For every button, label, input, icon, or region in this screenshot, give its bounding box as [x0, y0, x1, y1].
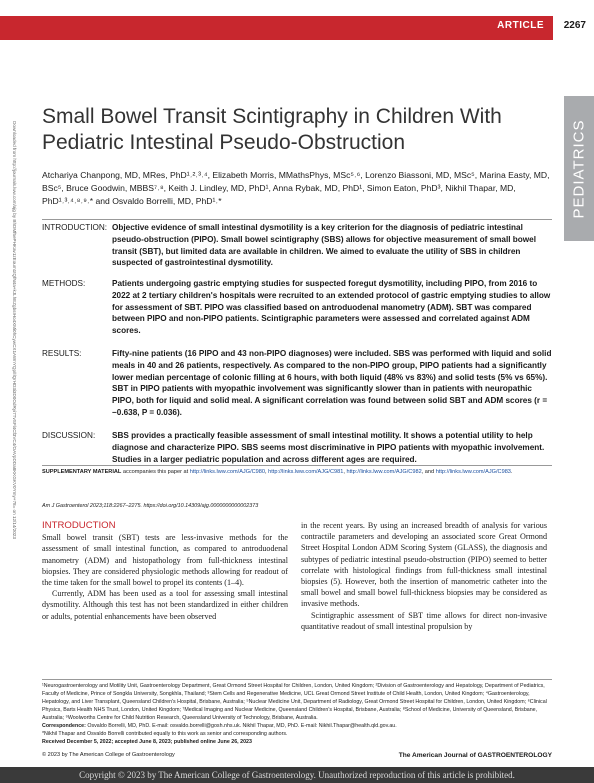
body-column-right: [301, 520, 547, 632]
supplementary-link[interactable]: http://links.lww.com/AJG/C981: [268, 469, 344, 475]
section-side-tab: [564, 96, 594, 241]
abstract-bottom-rule: [42, 465, 552, 466]
received-dates: Received December 5, 2022; accepted June 8, 2023; published online June 26, 2023: [42, 739, 252, 745]
abstract-label: METHODS:: [42, 279, 86, 288]
affiliations: ¹Neurogastroenterology and Motility Unit, Gastroenterology Department, Great Ormond Street Hospital for Children, London, United Kingdom; ²Division of Gastroenterology and Hepatology, Department of Pediatrics, Faculty of Medicine, Prince of Songkla University, Songkhla, Thailand; ³Stem Cells and Regenerative Medicine, UCL Great Ormond Street Institute of Child Health, London, United Kingdom; ⁴Gastroenterology, Hepatology, and Liver Transplant, Queensland Children's Hospital, Brisbane, Australia; ⁵Nuclear Medicine Unit, Department of Radiology, Great Ormond Street Hospital for Children, London, United Kingdom; ⁶Clinical Physics, Barts Health NHS Trust, London, United Kingdom; ⁷Medical Imaging and Nuclear Medicine, Queensland Children's Hospital, Brisbane, Australia; ⁸School of Medicine, University of Queensland, Brisbane, Australia; ⁹Woolworths Centre for Child Nutrition Research, Queensland University of Technology, Brisbane, Australia.: [42, 683, 547, 721]
abstract-label: DISCUSSION:: [42, 431, 96, 440]
abstract-discussion: [42, 430, 552, 465]
body-column-left: [42, 520, 288, 622]
section-heading: INTRODUCTION: [42, 520, 116, 531]
abstract-methods: [42, 278, 552, 337]
separator: ,: [265, 469, 269, 475]
page-footer: [42, 752, 552, 762]
body-paragraph: in the recent years. By using an increased breadth of analysis for various contractile parameters and developing an associated score Great Ormond Street Hospital London ADM Scoring System (GLASS), the diagnosis and subtypes of pediatric intestinal pseudo-obstruction (PIPO) seemed to better correlate with histological findings from full-thickness small intestinal biopsies (5). However, both the insertion of manometric catheter into the small bowel and small bowel full-thickness biopsies may be considered as invasive methods.: [301, 521, 547, 609]
author-list: Atchariya Chanpong, MD, MRes, PhD¹˒²˒³˒⁴, Elizabeth Morris, MMathsPhys, MSc⁵˒⁶, Lorenzo Biassoni, MD, MSc⁵, Marina Easty, MD, BSc⁵, Bruce Goodwin, MBBS⁷˒⁸, Keith J. Lindley, MD, PhD¹, Anna Rybak, MD, PhD¹, Simon Eaton, PhD³, Nikhil Thapar, MD, PhD¹˒³˒⁴˒⁸˒⁹˒* and Osvaldo Borrelli, MD, PhD¹˒*: [42, 170, 550, 206]
footnote-rule: [42, 679, 552, 680]
body-paragraph: Currently, ADM has been used as a tool for assessing small intestinal dysmotility. Although this test has not been standardized in either children or adults, potential enhancements have been observed: [42, 589, 288, 621]
abstract-results: [42, 348, 552, 419]
supplementary-link[interactable]: http://links.lww.com/AJG/C980: [189, 469, 265, 475]
citation-line: Am J Gastroenterol 2023;118:2267–2275. https://doi.org/10.14309/ajg.0000000000002373: [42, 503, 259, 509]
correspondence-text: Osvaldo Borrelli, MD, PhD. E-mail: osvaldo.borrelli@gosh.nhs.uk. Nikhil Thapar, MD, PhD. E-mail: Nikhil.Thapar@health.qld.gov.au.: [85, 723, 397, 729]
separator: ,: [343, 469, 347, 475]
correspondence-label: Correspondence:: [42, 723, 86, 729]
separator: , and: [421, 469, 436, 475]
page-number: 2267: [563, 20, 586, 31]
abstract-text: Objective evidence of small intestinal dysmotility is a key criterion for the diagnosis of pediatric intestinal pseudo-obstruction (PIPO). Small bowel scintigraphy (SBS) allows for objective measurement of small bowel transit (SBT), but limited data are available in children. We aimed to evaluate the utility of SBS in children suspected of gastrointestinal dysmotility.: [112, 223, 537, 268]
correspondence: [42, 722, 552, 730]
journal-name: The American Journal of GASTROENTEROLOGY: [398, 752, 552, 759]
abstract-label: INTRODUCTION:: [42, 223, 108, 232]
side-label: PEDIATRICS: [570, 119, 588, 218]
abstract-top-rule: [42, 219, 552, 220]
footer-copyright: © 2023 by The American College of Gastroenterology: [42, 752, 175, 758]
download-note-text: Downloaded from http://journals.lww.com/ajg by BhDMf5ePHKav1zEoum1tQfN4a+kJLhEZgbsIHo4XMi0hCywCX1AWnYQp/IlQrHD3i3D0OdRyi7TvSFl4Cf3VC4/OAVpDDa8KKGKV0Ymy+78= on 12/14/2023: [12, 121, 17, 539]
header-bar: [0, 0, 594, 60]
article-title: Small Bowel Transit Scintigraphy in Children With Pediatric Intestinal Pseudo-Obstruction: [42, 105, 502, 154]
abstract-introduction: [42, 222, 552, 269]
section-label: ARTICLE: [497, 20, 544, 31]
supplementary-label: SUPPLEMENTARY MATERIAL: [42, 469, 122, 475]
body-paragraph: Scintigraphic assessment of SBT time allows for direct non-invasive quantitative readout of small intestinal propulsion by: [301, 610, 547, 631]
abstract-text: Fifty-nine patients (16 PIPO and 43 non-PIPO diagnoses) were included. SBS was performed with liquid and solid meals in 40 and 26 patients, respectively. As compared to the non-PIPO group, PIPO patients had a significantly lower median percentage of colonic filling at 6 hours, with both liquid (48% vs 83%) and solid tests (5% vs 65%). SBT in PIPO patients with myopathic involvement was significantly slower than in patients with neuropathic PIPO, both for liquid and solid meal. A significant correlation was found between solid SBT and ADM scores (r = −0.638, P = 0.036).: [112, 349, 552, 417]
abstract-text: SBS provides a practically feasible assessment of small intestinal motility. It shows a potential utility to help diagnose and characterize PIPO. SBS seems most discriminative in PIPO patients with myopathic involvement. Studies in a larger pediatric population and across different ages are required.: [112, 431, 545, 464]
equal-contribution-note: *Nikhil Thapar and Osvaldo Borrelli contributed equally to this work as senior and corresponding authors.: [42, 731, 288, 737]
body-paragraph: Small bowel transit (SBT) tests are less-invasive methods for the assessment of small intestinal function, as compared to antroduodenal manometry (ADM) and histopathology from full-thickness intestinal biopsies. They are considered physiologic methods allowing for readout of the time taken for the small bowel to propel its contents (1–4).: [42, 533, 288, 588]
abstract-label: RESULTS:: [42, 349, 82, 358]
supplementary-link[interactable]: http://links.lww.com/AJG/C982: [346, 469, 422, 475]
section-banner: [0, 16, 553, 40]
copyright-banner: Copyright © 2023 by The American College of Gastroenterology. Unauthorized reproduction of this article is prohibited.: [0, 767, 594, 783]
footnotes: [42, 682, 552, 746]
separator: .: [510, 469, 513, 475]
supplementary-note: [42, 468, 552, 477]
abstract-text: Patients undergoing gastric emptying studies for suspected foregut dysmotility, including PIPO, from 2016 to 2022 at 2 tertiary children's hospitals were recruited to an extended protocol of gastric emptying studies to allow for assessment of SBT. PIPO was classified based on antroduodenal manometry (ADM). SBT was compared between PIPO and non-PIPO patients. Scintigraphic parameters were assessed and correlated against ADM scores.: [112, 279, 551, 336]
download-note: [0, 121, 34, 539]
supplementary-link[interactable]: http://links.lww.com/AJG/C983: [435, 469, 511, 475]
supplementary-text: accompanies this paper at: [121, 469, 190, 475]
